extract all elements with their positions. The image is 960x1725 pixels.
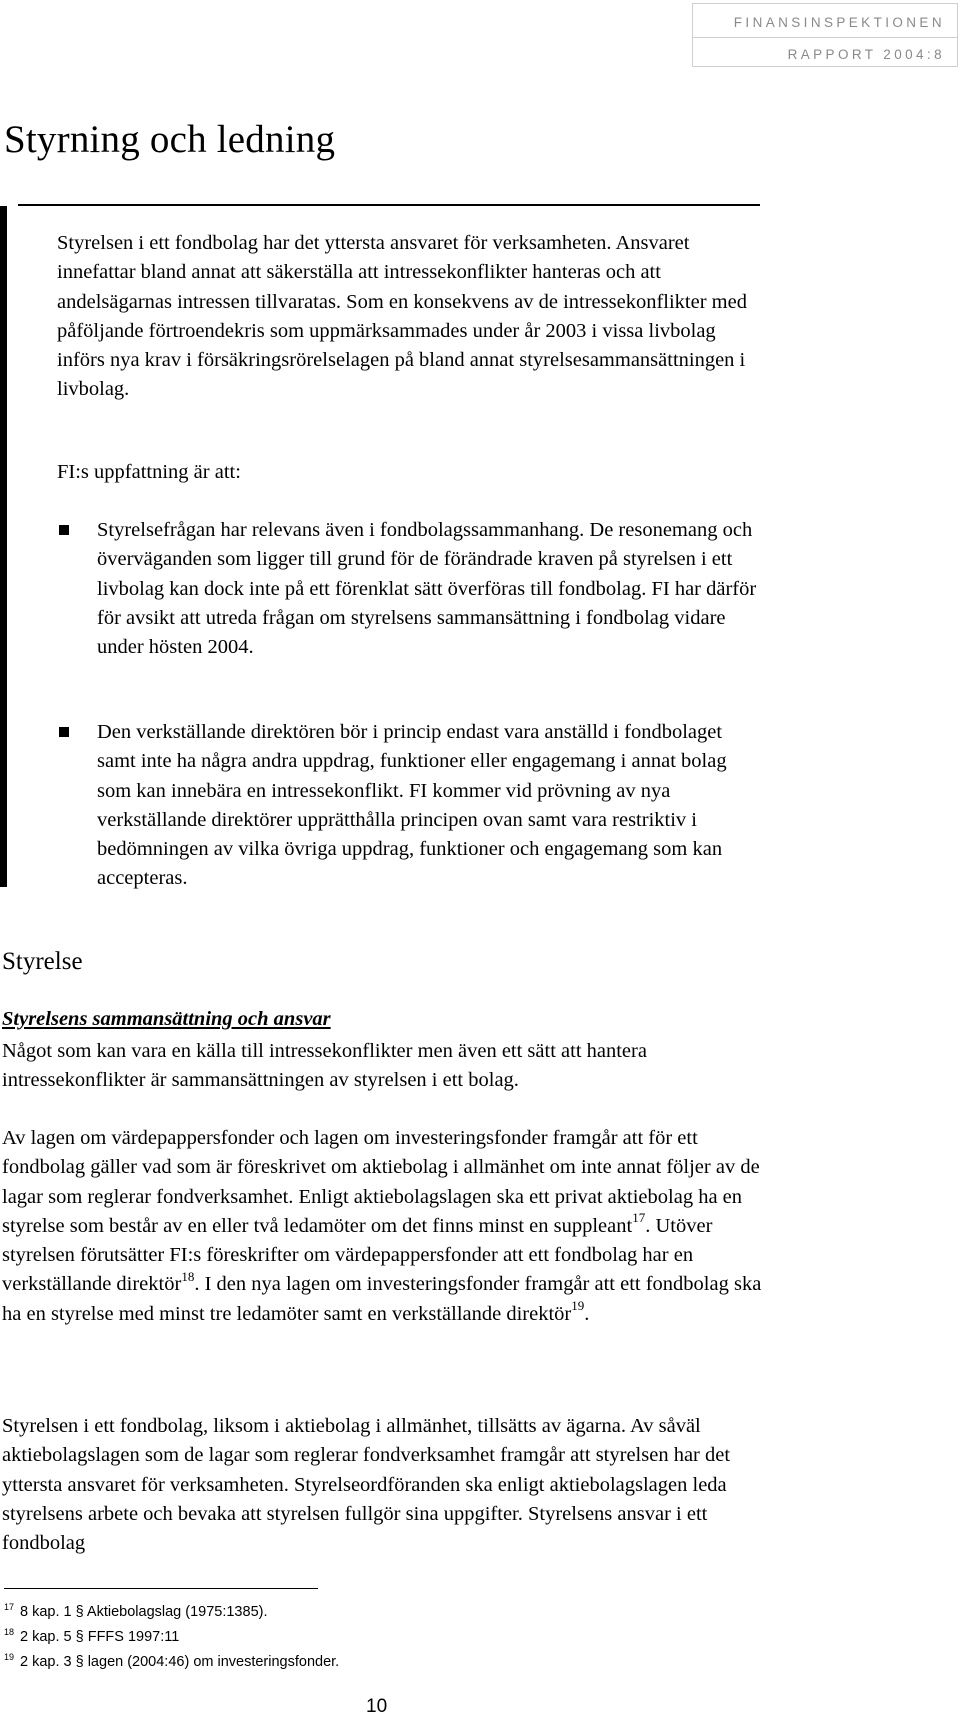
section-heading: Styrelse bbox=[2, 948, 83, 975]
fi-opinion-intro: FI:s uppfattning är att: bbox=[57, 461, 241, 483]
page-number: 10 bbox=[366, 1696, 388, 1717]
paragraph-text: . bbox=[584, 1302, 590, 1325]
header-organization: FINANSINSPEKTIONEN bbox=[733, 15, 945, 30]
footnote-number: 18 bbox=[4, 1626, 15, 1637]
body-paragraph-3: Styrelsen i ett fondbolag, liksom i aktiebolag i allmänhet, tillsätts av ägarna. Av såväl aktiebolagslagen som de lagar som reglerar fondverksamhet framgår att styrelsen har det yttersta ansvaret för verksamheten. Styrelseordföranden ska enligt aktiebolagslagen leda styrelsens arbete och bevaka att styrelsen fullgör sina uppgifter. Styrelsens ansvar i ett fondbolag bbox=[2, 1415, 731, 1555]
footnote-separator bbox=[4, 1588, 318, 1589]
footnote-item bbox=[4, 1647, 704, 1672]
summary-text: Styrelsen i ett fondbolag har det yttersta ansvaret för verksamheten. Ansvaret innefattar bland annat att säkerställa att intressekonflikter hanteras och att andelsägarnas intressen tillvaratas. Som en konsekvens av de intressekonflikter med påföljande förtroendekris som uppmärksammades under år 2003 i vissa livbolag införs nya krav i försäkringsrörelselagen på bland annat styrelsesammansättningen i livbolag. bbox=[57, 232, 747, 401]
footnote-number: 17 bbox=[4, 1602, 15, 1612]
paragraph-text: . I den nya lagen om investeringsfonder framgår att ett fondbolag ska ha en styrelse med minst tre ledamöter samt en verkställande direktör bbox=[2, 1273, 762, 1325]
footnotes bbox=[4, 1597, 704, 1671]
footnote-item bbox=[4, 1597, 704, 1622]
summary-side-bar bbox=[0, 206, 7, 887]
footnote-item bbox=[4, 1622, 704, 1647]
footnote-number: 19 bbox=[4, 1651, 15, 1662]
paragraph-text: . Utöver styrelsen förutsätter FI:s föreskrifter om värdepappersfonder att ett fondbolag har en verkställande direktör bbox=[2, 1214, 713, 1296]
opinion-bullet-text: Den verkställande direktören bör i princip endast vara anställd i fondbolaget samt inte ha några andra uppdrag, funktioner eller engagemang i annat bolag som kan innebära en intressekonflikt. FI kommer vid prövning av nya verkställande direktörer upprätthålla principen ovan samt vara restriktiv i bedömningen av vilka övriga uppdrag, funktioner och engagemang som kan accepteras. bbox=[97, 721, 727, 890]
page-title: Styrning och ledning bbox=[4, 118, 336, 161]
square-bullet-icon bbox=[59, 525, 69, 535]
square-bullet-icon bbox=[59, 727, 69, 737]
subsection-heading: Styrelsens sammansättning och ansvar bbox=[2, 1008, 331, 1030]
footnote-ref: 17 bbox=[632, 1210, 646, 1226]
footnote-text: 2 kap. 5 § FFFS 1997:11 bbox=[20, 1628, 180, 1645]
footnote-ref: 19 bbox=[571, 1297, 585, 1313]
body-paragraph-1: Något som kan vara en källa till intressekonflikter men även ett sätt att hantera intressekonflikter är sammansättningen av styrelsen i ett bolag. bbox=[2, 1040, 647, 1092]
opinion-bullet-text: Styrelsefrågan har relevans även i fondbolagssammanhang. De resonemang och överväganden som ligger till grund för de förändrade kraven på styrelsen i ett livbolag kan dock inte på ett förenklat sätt överföras till fondbolag. FI har därför för avsikt att utreda frågan om styrelsens sammansättning i fondbolag vidare under hösten 2004. bbox=[97, 519, 757, 659]
summary-top-rule bbox=[18, 204, 760, 206]
header-report-number: RAPPORT 2004:8 bbox=[787, 47, 945, 62]
report-header-box bbox=[692, 3, 958, 67]
header-divider bbox=[693, 37, 957, 38]
footnote-ref: 18 bbox=[181, 1268, 195, 1284]
paragraph-text: Av lagen om värdepappersfonder och lagen om investeringsfonder framgår att för ett fondbolag gäller vad som är föreskrivet om aktiebolag i allmänhet om inte annat följer av de lagar som reglerar fondverksamhet. Enligt aktiebolagslagen ska ett privat aktiebolag ha en styrelse som består av en eller två ledamöter om det finns minst en suppleant bbox=[2, 1127, 760, 1237]
footnote-text: 2 kap. 3 § lagen (2004:46) om investeringsfonder. bbox=[20, 1653, 340, 1670]
footnote-text: 8 kap. 1 § Aktiebolagslag (1975:1385). bbox=[20, 1603, 268, 1620]
body-paragraph-2 bbox=[2, 1124, 762, 1329]
